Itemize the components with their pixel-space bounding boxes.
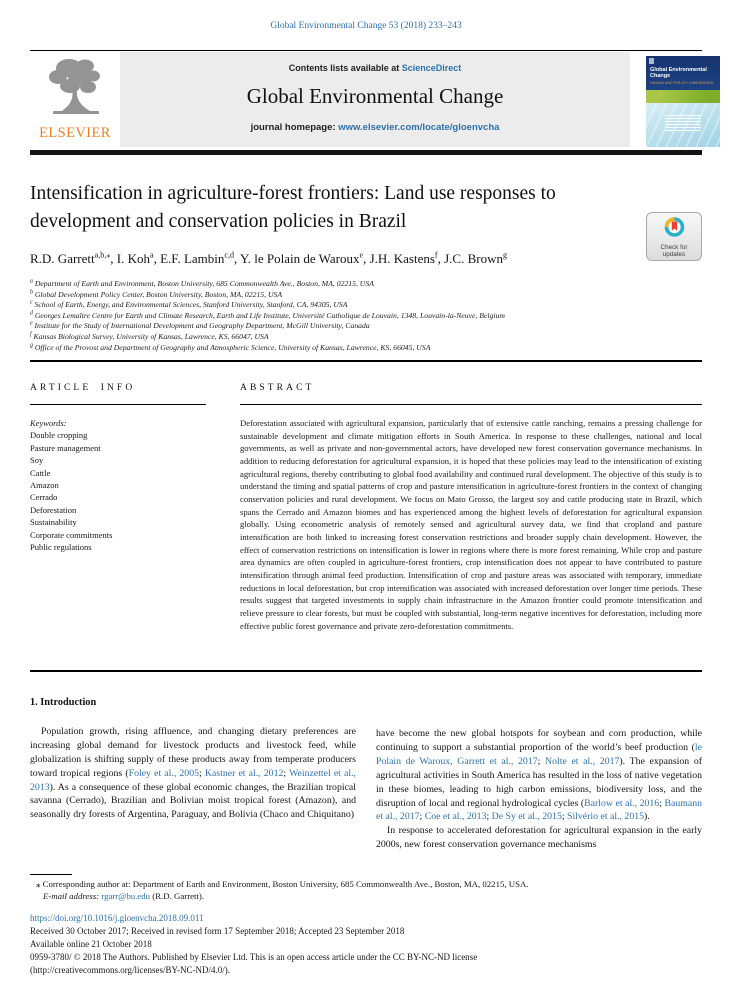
author: E.F. Lambin$^{c,d}$,: [160, 250, 241, 266]
sciencedirect-link[interactable]: ScienceDirect: [401, 63, 462, 73]
introduction-left-column: [30, 696, 356, 852]
introduction-paragraph: Population growth, rising affluence, and changing dietary preferences are increasing global demand for livestock products and livestock feed, while globalization is shifting supply of these products away from temperate producers toward tropical regions (Foley et al., 2005; Kastner et al., 2012; Weinzettel et al., 2013). As a consequence of these global economic changes, the Brazilian tropical savanna (Cerrado), Brazilian and Bolivian moist tropical forest (Amazon), and seasonally dry forests of Argentina, Paraguay, and Bolivia (Chaco and Chiquitano): [30, 725, 357, 821]
introduction-paragraph: In response to accelerated deforestation for agricultural expansion in the early 2000s, new forest conservation governance mechanisms: [376, 825, 702, 851]
corresponding-author-footnote: [30, 879, 702, 902]
keyword: Sustainability: [30, 517, 77, 528]
article-info-heading: ARTICLE INFO: [30, 383, 206, 405]
keyword: Double cropping: [30, 430, 88, 441]
keywords-list: [30, 417, 206, 553]
received-dates: Received 30 October 2017; Received in revised form 17 September 2018; Accepted 23 September 2018: [30, 926, 405, 936]
homepage-line: [120, 122, 630, 133]
affiliation: $^c$ School of Earth, Energy, and Environmental Sciences, Stanford University, Stanford, CA, 94305, USA: [30, 299, 348, 310]
keyword: Deforestation: [30, 504, 77, 515]
check-for-updates-badge[interactable]: [646, 212, 702, 261]
article-meta-footer: [30, 912, 702, 977]
journal-citation: Global Environmental Change 53 (2018) 233–243: [270, 21, 462, 31]
abstract-text: Deforestation associated with agricultural expansion, particularly that of extensive cattle ranching, remains a pressing challenge for sustainable development and climate mitigation efforts in South America. In response to these challenges, national and local governments, as well as private and non-governmental actors, have developed new forest conservation governance mechanisms. In addition to reducing deforestation for agricultural expansion, it is hoped that these policies may lead to the intensification of existing agricultural regions, thereby contributing to global food availability and continued rural development. The objective of this study is to understand the timing and spatial patterns of crop and pasture intensification in agriculture-forest frontiers in the context of changing conservation policies and rural development. We focus on Mato Grosso, the largest soy and cattle producing state in Brazil, which spans the Cerrado and Amazon biomes and has experienced among the highest levels of deforestation for agricultural expansion globally. Using econometric analysis of remotely sensed and agricultural survey data, we find that cropland and pasture intensification are both linked to increasing forest conservation restrictions and broader supply chain development. However, the effect of conservation restrictions on intensification is lower in regions where there is more forest remaining. While crop and pasture area dynamics are often coupled in agriculture-forest frontiers, crop intensification does not appear to have contributed to pasture intensification through animal feed production. Intensification of crop and pasture areas was associated with temporary, immediate reductions in local deforestation, but crop intensification was associated with increased deforestation over longer time periods. These results suggest that targeted investments in supply chain infrastructure in the Amazon frontier could promote intensification and relieve pressure to clear forests, but must be coupled with substantial, long-term negative incentives for deforestation, including more effective public forest governance and private zero-deforestation commitments.: [240, 418, 702, 631]
introduction-heading: 1. Introduction: [30, 697, 97, 708]
cover-publisher-mark-icon: [649, 58, 654, 64]
author: J.H. Kastens$^f$,: [369, 250, 445, 266]
citation-link[interactable]: Baumann et al., 2017: [376, 797, 702, 823]
email-line: E-mail address: rgarr@bu.edu (R.D. Garrett).: [43, 890, 205, 901]
keyword: Public regulations: [30, 542, 92, 553]
elsevier-logo: [30, 55, 120, 148]
introduction-section: [30, 696, 702, 852]
corresponding-author-line: ⁎ Corresponding author at: Department of Earth and Environment, Boston University, 685 Commonwealth Ave., Boston, MA, 02215, USA.: [36, 879, 529, 889]
keyword: Pasture management: [30, 442, 101, 453]
contents-line: [120, 63, 630, 73]
citation-link[interactable]: Barlow et al., 2016: [584, 797, 660, 809]
citation-link[interactable]: Nolte et al., 2017: [545, 755, 620, 767]
affiliation: $^e$ Institute for the Study of International Development and Geography Department, McGill University, Canada: [30, 320, 370, 331]
citation-link[interactable]: Foley et al., 2005: [128, 767, 199, 779]
citation-link[interactable]: rgarr@bu.edu: [101, 890, 151, 901]
author: R.D. Garrett$^{a,b,⁎}$,: [30, 250, 117, 266]
copyright-line: 0959-3780/ © 2018 The Authors. Published by Elsevier Ltd. This is an open access article under the CC BY-NC-ND license: [30, 952, 478, 962]
keywords-label: Keywords:: [30, 418, 67, 428]
introduction-paragraph: have become the new global hotspots for soybean and corn production, while continuing to support a substantial proportion of the world’s beef production (le Polain de Waroux, Garrett et al., 2017; Nolte et al., 2017). The expansion of agricultural activities in South America has resulted in the loss of native vegetation in these biomes, leading to high carbon emissions, biodiversity loss, and the disruption of local and regional hydrological cycles (Barlow et al., 2016; Baumann et al., 2017; Coe et al., 2013; De Sy et al., 2015; Silvério et al., 2015).: [376, 728, 702, 823]
author: J.C. Brown$^g$: [444, 250, 508, 266]
introduction-right-column: [376, 696, 702, 852]
keyword: Cattle: [30, 467, 51, 478]
crossmark-icon: [663, 226, 686, 243]
journal-title: Global Environmental Change: [246, 84, 504, 108]
keyword: Corporate commitments: [30, 529, 113, 540]
affiliation: $^b$ Global Development Policy Center, Boston University, Boston, MA, 02215, USA: [30, 289, 283, 299]
author: Y. le Polain de Waroux$^e$,: [240, 250, 370, 266]
affiliation: $^a$ Department of Earth and Environment, Boston University, 685 Commonwealth Ave., Boston, MA, 02215, USA: [30, 278, 374, 288]
abstract-column: [240, 383, 702, 632]
journal-homepage-link[interactable]: www.elsevier.com/locate/gloenvcha: [338, 122, 500, 133]
elsevier-tree-icon: [45, 106, 105, 123]
affiliation: $^g$ Office of the Provost and Department of Geography and Atmospheric Science, University of Kansas, Lawrence, KS, 66045, USA: [30, 342, 431, 352]
cover-fineprint: [665, 115, 701, 132]
abstract-heading: ABSTRACT: [240, 383, 702, 405]
article-info-abstract-section: [30, 383, 702, 632]
doi-link[interactable]: https://doi.org/10.1016/j.gloenvcha.2018.09.011: [30, 913, 204, 923]
section-rule-bottom: [30, 670, 702, 672]
affiliation: $^d$ Georges Lemaître Centre for Earth and Climate Research, Earth and Life Institute, Université Catholique de Louvain, 1348, Louvain-la-Neuve, Belgium: [30, 310, 505, 320]
cover-title: Global Environmental Change: [650, 67, 707, 79]
cover-header: [646, 56, 720, 90]
journal-masthead: [120, 52, 630, 147]
check-updates-label-2: updates: [662, 251, 686, 258]
check-updates-label-1: Check for: [660, 244, 688, 251]
contents-prefix: Contents lists available at: [288, 63, 402, 73]
citation-link[interactable]: Silvério et al., 2015: [567, 811, 645, 823]
affiliation-list: [30, 279, 505, 353]
journal-cover-thumbnail: [646, 56, 720, 147]
affiliation: $^f$ Kansas Biological Survey, University of Kansas, Lawrence, KS, 66047, USA: [30, 331, 269, 341]
article-info-column: [30, 383, 206, 632]
section-rule-top: [30, 360, 702, 362]
citation-link[interactable]: Weinzettel et al., 2013: [30, 767, 357, 793]
keyword: Amazon: [30, 480, 59, 491]
cover-green-band: [646, 90, 720, 103]
cover-subtitle: HUMAN AND POLICY DIMENSIONS: [650, 80, 714, 85]
license-url: (http://creativecommons.org/licenses/BY-NC-ND/4.0/).: [30, 965, 231, 975]
author-list: [30, 251, 507, 267]
citation-link[interactable]: De Sy et al., 2015: [491, 811, 562, 823]
citation-link[interactable]: Coe et al., 2013: [424, 811, 487, 823]
article-title: Intensification in agriculture-forest frontiers: Land use responses to development and conservation policies in Brazil: [30, 183, 556, 232]
author: I. Koh$^a$,: [116, 250, 161, 266]
citation-link[interactable]: le Polain de Waroux, Garrett et al., 2017: [376, 741, 702, 767]
keyword: Cerrado: [30, 492, 58, 503]
masthead-divider: [30, 150, 702, 155]
available-online: Available online 21 October 2018: [30, 939, 152, 949]
homepage-prefix: journal homepage:: [250, 122, 339, 133]
elsevier-wordmark: ELSEVIER: [39, 125, 111, 141]
citation-link[interactable]: Kastner et al., 2012: [204, 767, 284, 779]
cover-artwork: [646, 103, 720, 147]
footnote-rule: [30, 874, 72, 875]
keyword: Soy: [30, 455, 44, 466]
top-rule: [30, 50, 702, 51]
